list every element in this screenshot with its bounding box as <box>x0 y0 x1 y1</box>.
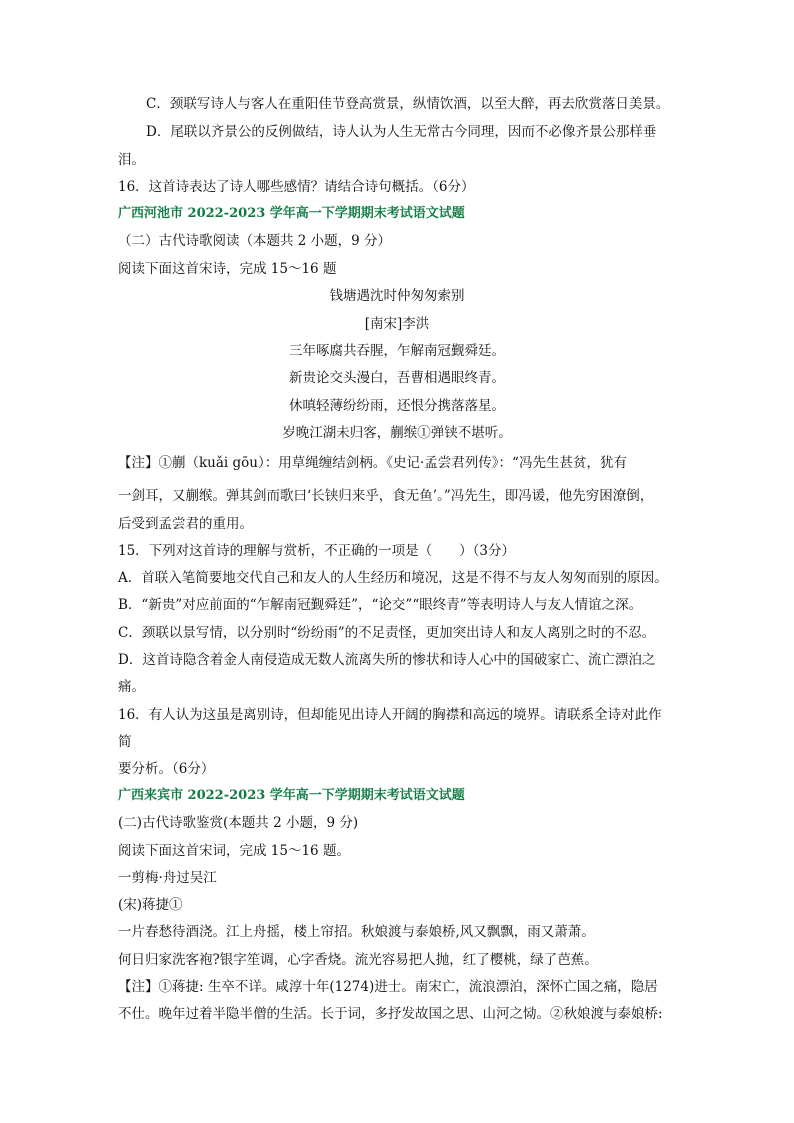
source-heading: 广西来宾市 2022-2023 学年高一下学期期末考试语文试题 <box>118 788 465 803</box>
question-16-cont: 要分析。（6分） <box>118 761 215 777</box>
poem-author: [南宋]李洪 <box>364 316 430 332</box>
question-16: 16．有人认为这虽是离别诗，但却能见出诗人开阔的胸襟和高远的境界。请联系全诗对此作 <box>118 707 662 723</box>
annotation: 【注】①蒯（kuǎi gōu）：用草绳缠结剑柄。《史记·孟尝君列传》：“冯先生甚贫，犹有 <box>118 455 627 471</box>
poem-line: 新贵论交头漫白，吾曹相遇眼终青。 <box>289 370 505 386</box>
poem-line: 一片春愁待酒浇。江上舟摇，楼上帘招。秋娘渡与泰娘桥,风又飘飘，雨又萧萧。 <box>118 924 595 940</box>
poem-line: 休嗔轻薄纷纷雨，还恨分携落落星。 <box>289 398 505 414</box>
section-heading: (二)古代诗歌鉴赏(本题共 2 小题，9 分) <box>118 815 359 831</box>
option-a: A．首联入笔简要地交代自己和友人的人生经历和境况，这是不得不与友人匆匆而别的原因。 <box>118 570 668 586</box>
option-d-cont: 痛。 <box>118 679 145 695</box>
annotation-cont: 后受到孟尝君的重用。 <box>118 516 253 532</box>
annotation-cont: 一剑耳，又蒯缑。弹其剑而歌曰‘长铗归来乎，食无鱼’。”冯先生，即冯谖，他先穷困潦倒， <box>118 488 654 504</box>
option-c: C．颈联以景写情，以分别时“纷纷雨”的不足责怪，更加突出诗人和友人离别之时的不忍。 <box>118 625 656 641</box>
option-c: C．颈联写诗人与客人在重阳佳节登高赏景，纵情饮酒，以至大醉，再去欣赏落日美景。 <box>146 96 670 112</box>
instruction: 阅读下面这首宋诗，完成 15～16 题 <box>118 261 337 277</box>
question-15: 15．下列对这首诗的理解与赏析，不正确的一项是（ ）（3分） <box>118 543 516 559</box>
source-heading: 广西河池市 2022-2023 学年高一下学期期末考试语文试题 <box>118 206 465 221</box>
poem-line: 岁晚江湖未归客，蒯缑①弹铗不堪听。 <box>282 425 512 441</box>
poem-title: 一剪梅·舟过吴江 <box>118 870 217 886</box>
option-d-cont: 泪。 <box>118 152 145 168</box>
instruction: 阅读下面这首宋词，完成 15～16 题。 <box>118 843 350 859</box>
question-16-cont: 简 <box>118 734 132 750</box>
section-heading: （二）古代诗歌阅读（本题共 2 小题，9 分） <box>118 233 392 249</box>
poem-author: (宋)蒋捷① <box>118 897 183 913</box>
poem-title: 钱塘遇沈时仲匆匆索别 <box>329 288 465 304</box>
option-b: B．“新贵”对应前面的“乍解南冠觐舜廷”，“论交”“眼终青”等表明诗人与友人情谊之深。 <box>118 597 643 613</box>
annotation: 【注】①蒋捷: 生卒不详。咸淳十年(1274)进士。南宋亡，流浪漂泊，深怀亡国之痛，隐居 <box>118 979 658 995</box>
option-d: D．尾联以齐景公的反例做结，诗人认为人生无常古今同理，因而不必像齐景公那样垂 <box>146 124 657 140</box>
poem-line: 何日归家洗客袍?银字笙调，心字香烧。流光容易把人抛，红了樱桃，绿了芭蕉。 <box>118 952 598 968</box>
poem-line: 三年啄腐共吞腥，乍解南冠觐舜廷。 <box>289 343 505 359</box>
question-16: 16．这首诗表达了诗人哪些感情？请结合诗句概括。（6分） <box>118 179 475 195</box>
annotation-cont: 不仕。晚年过着半隐半僧的生活。长于词，多抒发故国之思、山河之恸。②秋娘渡与泰娘桥: <box>118 1006 663 1022</box>
option-d: D．这首诗隐含着金人南侵造成无数人流离失所的惨状和诗人心中的国破家亡、流亡漂泊之 <box>118 652 656 668</box>
